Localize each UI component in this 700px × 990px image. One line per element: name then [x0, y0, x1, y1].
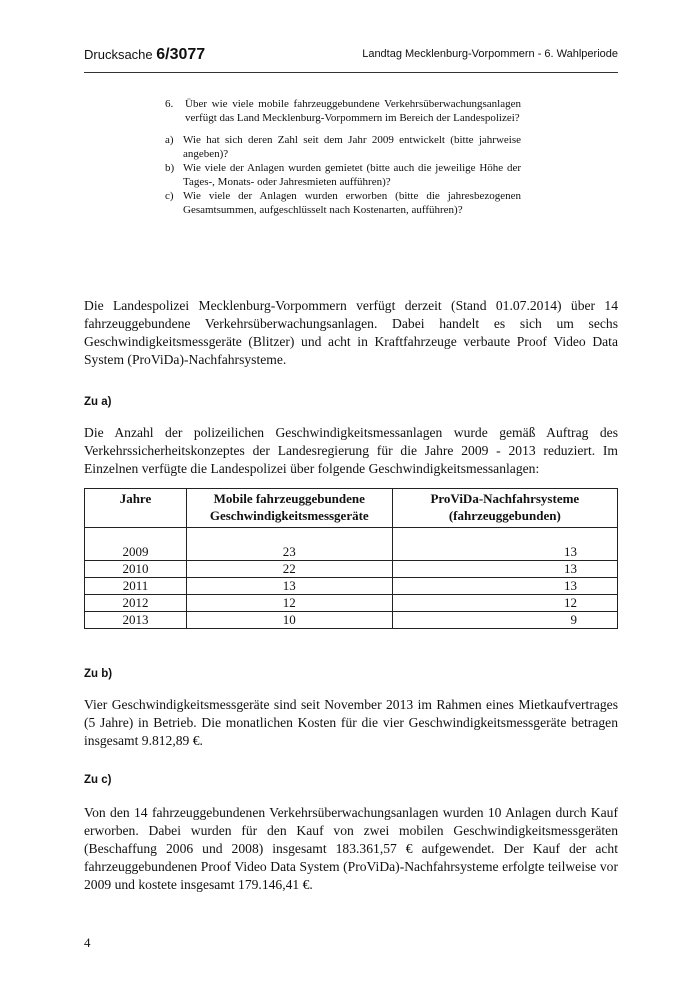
heading-zu-b: Zu b) [84, 668, 113, 680]
sub-question [165, 189, 521, 217]
table-header-row [85, 489, 618, 528]
document-id [84, 46, 205, 64]
document-label: Drucksache [84, 47, 153, 62]
cell-mobile: 10 [186, 612, 392, 629]
column-header-years: Jahre [85, 489, 187, 528]
section-a-paragraph: Die Anzahl der polizeilichen Geschwindigkeitsmessanlagen wurde gemäß Auftrag des Verkehrssicherheitskonzeptes der Landesregierung für die Jahre 2009 - 2013 reduziert. Im Einzelnen verfügte die Landespolizei über folgende Geschwindigkeitsmessanlagen: [84, 425, 618, 476]
cell-mobile: 12 [186, 595, 392, 612]
table-row [85, 578, 618, 595]
parliament-label: Landtag Mecklenburg-Vorpommern - 6. Wahlperiode [362, 48, 618, 60]
cell-mobile: 23 [186, 544, 392, 561]
heading-zu-a: Zu a) [84, 396, 112, 408]
cell-provida: 12 [392, 595, 617, 612]
cell-year: 2009 [85, 544, 187, 561]
cell-provida: 13 [392, 561, 617, 578]
header-divider [84, 72, 618, 73]
sub-question [165, 161, 521, 189]
question-number: 6. [165, 98, 174, 110]
document-number: 6/3077 [156, 46, 206, 63]
cell-year: 2010 [85, 561, 187, 578]
table-row [85, 561, 618, 578]
sub-questions [165, 133, 521, 217]
question-block [165, 97, 521, 217]
section-b-paragraph: Vier Geschwindigkeitsmessgeräte sind seit November 2013 im Rahmen eines Mietkaufvertrages (5 Jahre) in Betrieb. Die monatlichen Kosten für die vier Geschwindigkeitsmessgeräte betragen insgesamt 9.812,89 €. [84, 697, 618, 748]
sub-question-letter: c) [165, 190, 174, 202]
section-c-paragraph: Von den 14 fahrzeuggebundenen Verkehrsüberwachungsanlagen wurden 10 Anlagen durch Kauf erworben. Dabei wurden für den Kauf von zwei mobilen Geschwindigkeitsmessgeräten (Beschaffung 2006 und 2008) insgesamt 183.361,57 € aufgewendet. Der Kauf der acht fahrzeuggebundenen Proof Video Data System (ProViDa)-Nachfahrsysteme erfolgte teilweise vor 2009 und kostete insgesamt 179.146,41 €. [84, 805, 618, 892]
question-main [165, 97, 521, 125]
cell-year: 2013 [85, 612, 187, 629]
table-row [85, 544, 618, 561]
table-row [85, 595, 618, 612]
cell-mobile: 13 [186, 578, 392, 595]
intro-paragraph: Die Landespolizei Mecklenburg-Vorpommern verfügt derzeit (Stand 01.07.2014) über 14 fahrzeuggebundene Verkehrsüberwachungsanlagen. Dabei handelt es sich um sechs Geschwindigkeitsmessgeräte (Blitzer) und acht in Kraftfahrzeuge verbaute Proof Video Data System (ProViDa)-Nachfahrsysteme. [84, 298, 618, 367]
measurement-table [84, 488, 618, 629]
heading-zu-c: Zu c) [84, 774, 112, 786]
table-row [85, 612, 618, 629]
column-header-mobile: Mobile fahrzeuggebundene Geschwindigkeitsmessgeräte [186, 489, 392, 528]
cell-provida: 13 [392, 544, 617, 561]
cell-year: 2012 [85, 595, 187, 612]
sub-question-text: Wie viele der Anlagen wurden erworben (bitte die jahresbezogenen Gesamtsummen, aufgeschlüsselt nach Kostenarten, aufführen)? [183, 190, 521, 216]
sub-question-text: Wie hat sich deren Zahl seit dem Jahr 2009 entwickelt (bitte jahrweise angeben)? [183, 134, 521, 160]
page-header [84, 46, 618, 72]
sub-question [165, 133, 521, 161]
cell-provida: 9 [392, 612, 617, 629]
sub-question-letter: a) [165, 134, 174, 146]
cell-provida: 13 [392, 578, 617, 595]
sub-question-text: Wie viele der Anlagen wurden gemietet (bitte auch die jeweilige Höhe der Tages-, Monats- oder Jahresmieten aufführen)? [183, 162, 521, 188]
cell-mobile: 22 [186, 561, 392, 578]
table-spacer-row [85, 528, 618, 545]
cell-year: 2011 [85, 578, 187, 595]
question-text: Über wie viele mobile fahrzeuggebundene Verkehrsüberwachungsanlagen verfügt das Land Mecklenburg-Vorpommern im Bereich der Landespolizei? [185, 98, 521, 124]
column-header-provida: ProViDa-Nachfahrsysteme (fahrzeuggebunden) [392, 489, 617, 528]
page-number: 4 [84, 935, 91, 950]
sub-question-letter: b) [165, 162, 175, 174]
